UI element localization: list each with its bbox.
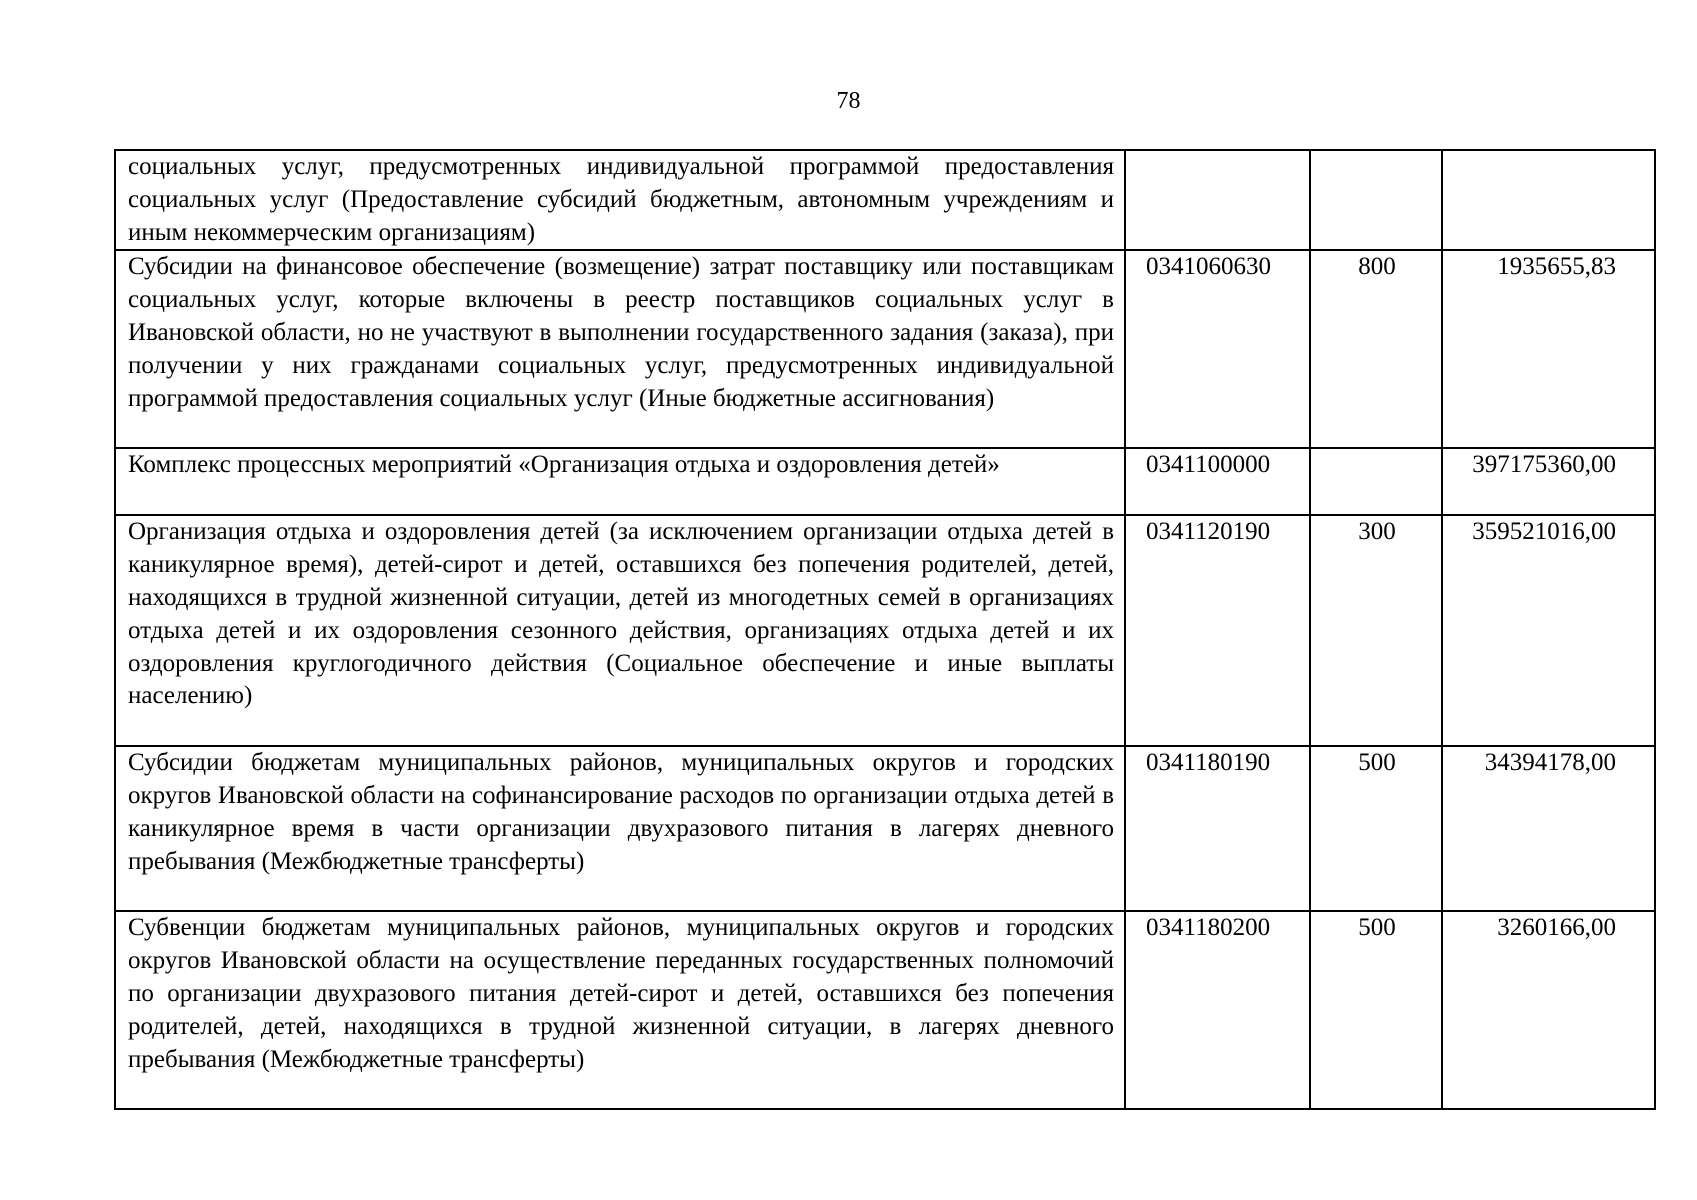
row-amount: 397175360,00 [1442,448,1655,515]
budget-table [114,149,1656,1110]
row-description: Субсидии на финансовое обеспечение (возмещение) затрат поставщику или поставщикам социальных услуг, которые включены в реестр поставщиков социальных услуг в Ивановской области, но не участвуют в выполнении государственного задания (заказа), при получении у них гражданами социальных услуг, предусмотренных индивидуальной программой предоставления социальных услуг (Иные бюджетные ассигнования) [115,250,1125,448]
table-row [115,250,1655,448]
row-expense-type [1310,150,1442,250]
row-code [1125,150,1310,250]
row-code: 0341180200 [1125,911,1310,1109]
table-row [115,150,1655,250]
row-description: Субвенции бюджетам муниципальных районов, муниципальных округов и городских округов Ивановской области на осуществление переданных государственных полномочий по организации двухразового питания детей-сирот и детей, оставшихся без попечения родителей, детей, находящихся в трудной жизненной ситуации, в лагерях дневного пребывания (Межбюджетные трансферты) [115,911,1125,1109]
row-amount [1442,150,1655,250]
row-amount: 34394178,00 [1442,746,1655,911]
table-row [115,448,1655,515]
row-expense-type: 300 [1310,515,1442,746]
row-expense-type: 500 [1310,911,1442,1109]
page-number: 78 [836,88,861,114]
table-row [115,911,1655,1109]
row-code: 0341180190 [1125,746,1310,911]
row-code: 0341120190 [1125,515,1310,746]
row-description: Комплекс процессных мероприятий «Организация отдыха и оздоровления детей» [115,448,1125,515]
row-code: 0341100000 [1125,448,1310,515]
row-description: социальных услуг, предусмотренных индивидуальной программой предоставления социальных услуг (Предоставление субсидий бюджетным, автономным учреждениям и иным некоммерческим организациям) [115,150,1125,250]
row-expense-type: 800 [1310,250,1442,448]
table-row [115,515,1655,746]
row-amount: 1935655,83 [1442,250,1655,448]
row-description: Организация отдыха и оздоровления детей (за исключением организации отдыха детей в каникулярное время), детей-сирот и детей, оставшихся без попечения родителей, детей, находящихся в трудной жизненной ситуации, детей из многодетных семей в организациях отдыха детей и их оздоровления сезонного действия, организациях отдыха детей и их оздоровления круглогодичного действия (Социальное обеспечение и иные выплаты населению) [115,515,1125,746]
row-expense-type [1310,448,1442,515]
row-description: Субсидии бюджетам муниципальных районов, муниципальных округов и городских округов Ивановской области на софинансирование расходов по организации отдыха детей в каникулярное время в части организации двухразового питания в лагерях дневного пребывания (Межбюджетные трансферты) [115,746,1125,911]
table-row [115,746,1655,911]
row-amount: 359521016,00 [1442,515,1655,746]
row-code: 0341060630 [1125,250,1310,448]
row-amount: 3260166,00 [1442,911,1655,1109]
row-expense-type: 500 [1310,746,1442,911]
